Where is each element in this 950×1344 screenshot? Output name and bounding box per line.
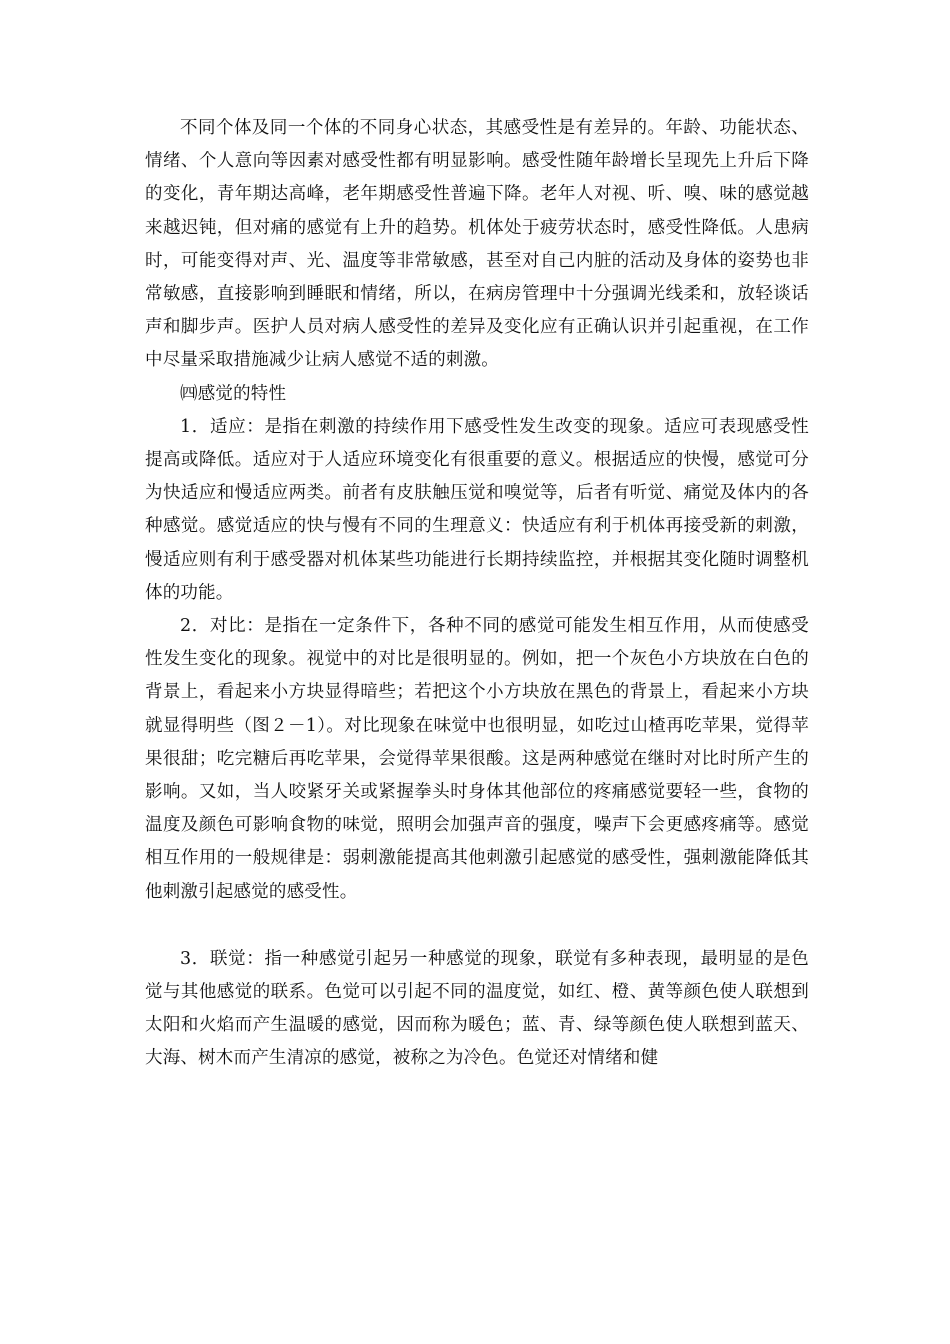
paragraph-synesthesia: 3．联觉：指一种感觉引起另一种感觉的现象，联觉有多种表现，最明显的是色觉与其他感觉的联系。色觉可以引起不同的温度觉，如红、橙、黄等颜色使人联想到太阳和火焰而产生温暖的感觉，因而称为暖色；蓝、青、绿等颜色使人联想到蓝天、大海、树木而产生清凉的感觉，被称之为冷色。色觉还对情绪和健 xyxy=(145,948,809,1069)
paragraph-contrast: 2．对比：是指在一定条件下，各种不同的感觉可能发生相互作用，从而使感受性发生变化的现象。视觉中的对比是很明显的。例如，把一个灰色小方块放在白色的背景上，看起来小方块显得暗些；若把这个小方块放在黑色的背景上，看起来小方块就显得明些（图２－1）。对比现象在味觉中也很明显，如吃过山楂再吃苹果，觉得苹果很甜；吃完糖后再吃苹果，会觉得苹果很酸。这是两种感觉在继时对比时所产生的影响。又如，当人咬紧牙关或紧握拳头时身体其他部位的疼痛感觉要轻一些，食物的温度及颜色可影响食物的味觉，照明会加强声音的强度，噪声下会更感疼痛等。感觉相互作用的一般规律是：弱刺激能提高其他刺激引起感觉的感受性，强刺激能降低其他刺激引起感觉的感受性。 xyxy=(145,616,809,902)
blank-line xyxy=(145,909,809,943)
section-heading-sensation-properties: ㈣感觉的特性 xyxy=(180,383,287,404)
paragraph-sensitivity-differences: 不同个体及同一个体的不同身心状态，其感受性是有差异的。年龄、功能状态、情绪、个人意向等因素对感受性都有明显影响。感受性随年龄增长呈现先上升后下降的变化，青年期达高峰，老年期感受性普遍下降。老年人对视、听、嗅、味的感觉越来越迟钝，但对痛的感觉有上升的趋势。机体处于疲劳状态时，感受性降低。人患病时，可能变得对声、光、温度等非常敏感，甚至对自己内脏的活动及身体的姿势也非常敏感，直接影响到睡眠和情绪，所以，在病房管理中十分强调光线柔和，放轻谈话声和脚步声。医护人员对病人感受性的差异及变化应有正确认识并引起重视，在工作中尽量采取措施减少让病人感觉不适的刺激。 xyxy=(145,118,809,371)
document-page xyxy=(145,112,809,1076)
paragraph-adaptation: 1．适应：是指在刺激的持续作用下感受性发生改变的现象。适应可表现感受性提高或降低。适应对于人适应环境变化有很重要的意义。根据适应的快慢，感觉可分为快适应和慢适应两类。前者有皮肤触压觉和嗅觉等，后者有听觉、痛觉及体内的各种感觉。感觉适应的快与慢有不同的生理意义：快适应有利于机体再接受新的刺激，慢适应则有利于感受器对机体某些功能进行长期持续监控，并根据其变化随时调整机体的功能。 xyxy=(145,416,809,603)
